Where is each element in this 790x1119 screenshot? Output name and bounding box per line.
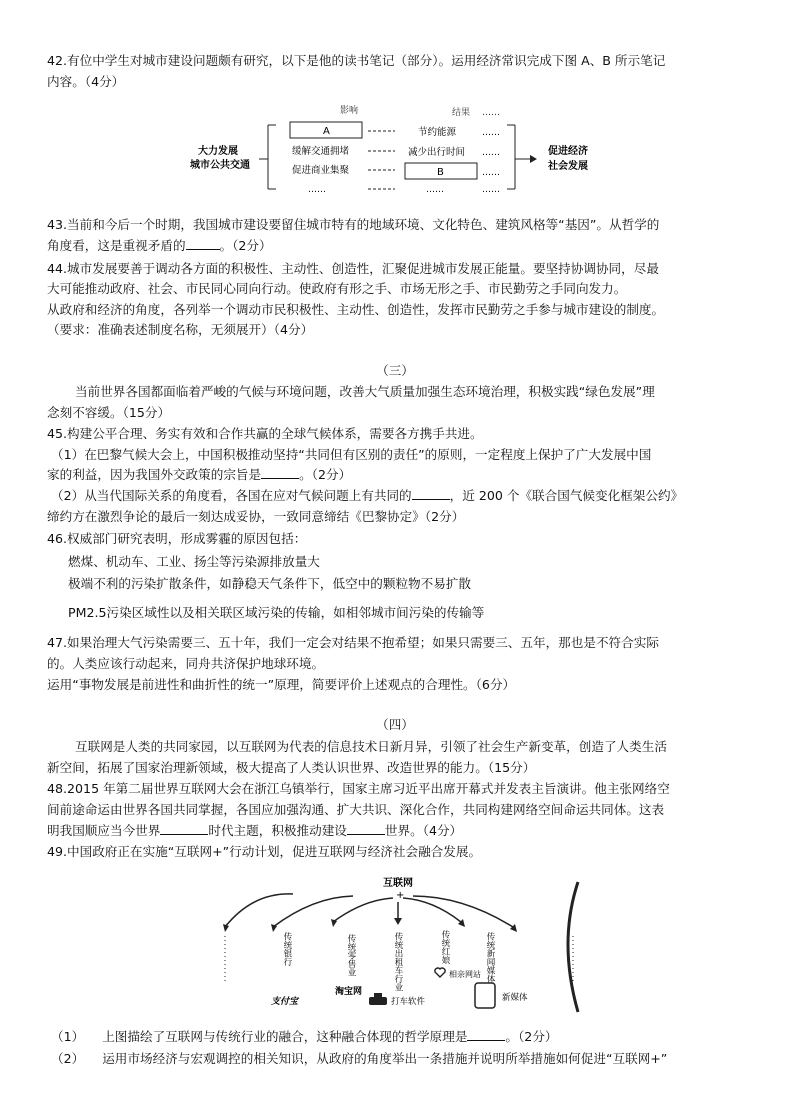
effect-traffic: 缓解交通拥堵 [292,146,350,157]
answer-blank[interactable] [160,823,208,835]
q44-line1: 44.城市发展要善于调动各方面的积极性、主动性、创造性，汇聚促进城市发展正能量。要坚持协调协同，尽最 [47,261,659,276]
result-b: B [437,167,444,178]
new-media-label: 新媒体 [502,993,528,1003]
q48-line2: 间前途命运由世界各国共同掌握，各国应加强沟通、扩大共识、深化合作，共同构建网络空间命运共同体。这表 [47,802,665,817]
effect-a: A [323,126,330,137]
heart-icon [435,968,445,977]
dating-site-label: 相亲网站 [449,970,481,979]
q46-item2: 极端不利的污染扩散条件，如静稳天气条件下，低空中的颗粒物不易扩散 [68,576,471,591]
col-bank: 传统银行 [282,932,292,966]
city-transport-diagram [190,103,610,195]
section-3-title: （三） [376,363,414,378]
sec3-intro-2: 念刻不容缓。（15分） [47,405,171,420]
left-label-2: 城市公共交通 [190,160,250,171]
alipay-logo: 支付宝 [271,997,299,1007]
right-label-2: 社会发展 [548,161,588,172]
q49-2: （2） 运用市场经济与宏观调控的相关知识，从政府的角度举出一条措施并说明所举措施如何促进“互联网+” [51,1051,668,1066]
phone-icon [475,983,495,1008]
q47-line2: 的。人类应该行动起来，同舟共济保护地球环境。 [47,656,325,671]
q49-line1: 49.中国政府正在实施“互联网+”行动计划，促进互联网与经济社会融合发展。 [47,844,482,859]
answer-blank[interactable] [186,238,220,250]
q46-item1: 燃煤、机动车、工业、扬尘等污染源排放量大 [68,554,320,569]
answer-blank[interactable] [467,1029,505,1041]
result-time: 减少出行时间 [408,147,466,158]
effect-more: …… [308,185,326,195]
result-energy: 节约能源 [418,127,457,138]
sec4-intro-2: 新空间，拓展了国家治理新领域，极大提高了人类认识世界、改造世界的能力。（15分） [47,760,536,775]
col-taxi: 传统出租车行业 [393,932,403,992]
q44-line4: （要求：准确表述制度名称，无须展开）（4分） [47,322,314,337]
q46-line1: 46.权威部门研究表明，形成雾霾的原因包括： [47,531,307,546]
q47-line3: 运用“事物发展是前进性和曲折性的统一”原理，简要评价上述观点的合理性。（6分） [47,677,516,692]
q45-2-line2: 缔约方在激烈争论的最后一刻达成妥协，一致同意缔结《巴黎协定》（2分） [47,509,465,524]
result-dots-4: …… [482,185,500,195]
q44-line3: 从政府和经济的角度，各列举一个调动市民积极性、主动性、创造性，发挥市民勤劳之手参与城市建设的制度。 [47,302,665,317]
left-label-1: 大力发展 [198,146,238,157]
right-label-1: 促进经济 [548,146,588,157]
taxi-app-label: 打车软件 [391,997,426,1007]
q48-line1: 48.2015 年第二届世界互联网大会在浙江乌镇举行，国家主席习近平出席开幕式并发表主旨演讲。他主张网络空 [47,781,670,796]
q45-1-line1: （1）在巴黎气候大会上，中国积极推动坚持“共同但有区别的责任”的原则，一定程度上保护了广大发展中国 [51,447,652,462]
q42-line2: 内容。（4分） [47,74,125,89]
q43-line2: 角度看，这是重视矛盾的 。（2分） [47,238,272,253]
header-result: 结果 [452,108,471,118]
effect-commerce: 促进商业集聚 [292,165,350,176]
answer-blank[interactable] [261,467,299,479]
col-retail: 传统零售业 [346,934,356,977]
q45-line1: 45.构建公平合理、务实有效和合作共赢的全球气候体系，需要各方携手共进。 [47,426,483,441]
q43-line1: 43.当前和今后一个时期，我国城市建设要留住城市特有的地域环境、文化特色、建筑风格等“基因”。从哲学的 [47,217,660,232]
result-dots-2: …… [482,148,500,158]
result-more: …… [426,185,444,195]
result-dots-1: …… [482,128,500,138]
header-result-dots: …… [482,108,500,118]
answer-blank[interactable] [347,823,385,835]
q42-line1: 42.有位中学生对城市建设问题颇有研究，以下是他的读书笔记（部分）。运用经济常识完成下图 A、B 所示笔记 [47,53,666,68]
sec3-intro-1: 当前世界各国都面临着严峻的气候与环境问题，改善大气质量加强生态环境治理，积极实践“绿色发展”理 [75,384,655,399]
q44-line2: 大可能推动政府、社会、市民同心同向行动。使政府有形之手、市场无形之手、市民勤劳之手同向发力。 [47,281,627,296]
plus-sign: + [396,890,405,901]
section-4-title: （四） [376,717,414,732]
q45-2-line1: （2）从当代国际关系的角度看，各国在应对气候问题上有共同的 ，近 200 个《联合国气候变化框架公约》 [51,488,684,503]
taxi-icon [369,997,387,1005]
answer-blank[interactable] [412,488,450,500]
q46-item3: PM2.5污染区域性以及相关联区域污染的传输，如相邻城市间污染的传输等 [68,605,485,620]
q48-line3: 明我国顺应当今世界 时代主题，积极推动建设 世界。（4分） [47,823,463,838]
result-dots-3: …… [482,168,500,178]
internet-label: 互联网 [383,878,413,889]
internet-plus-figure [213,872,593,1020]
q49-1: （1） 上图描绘了互联网与传统行业的融合，这种融合体现的哲学原理是 。（2分） [51,1029,558,1044]
col-matchmaker: 传统红娘 [440,930,450,964]
taobao-logo: 淘宝网 [335,987,363,997]
col-media: 传统新闻媒体 [485,932,495,983]
q47-line1: 47.如果治理大气污染需要三、五十年，我们一定会对结果不抱希望；如果只需要三、五年，那也是不符合实际 [47,635,659,650]
sec4-intro-1: 互联网是人类的共同家园，以互联网为代表的信息技术日新月异，引领了社会生产新变革，创造了人类生活 [75,739,667,754]
header-effect: 影响 [340,106,359,116]
q45-1-line2: 家的利益，因为我国外交政策的宗旨是 。（2分） [47,467,352,482]
